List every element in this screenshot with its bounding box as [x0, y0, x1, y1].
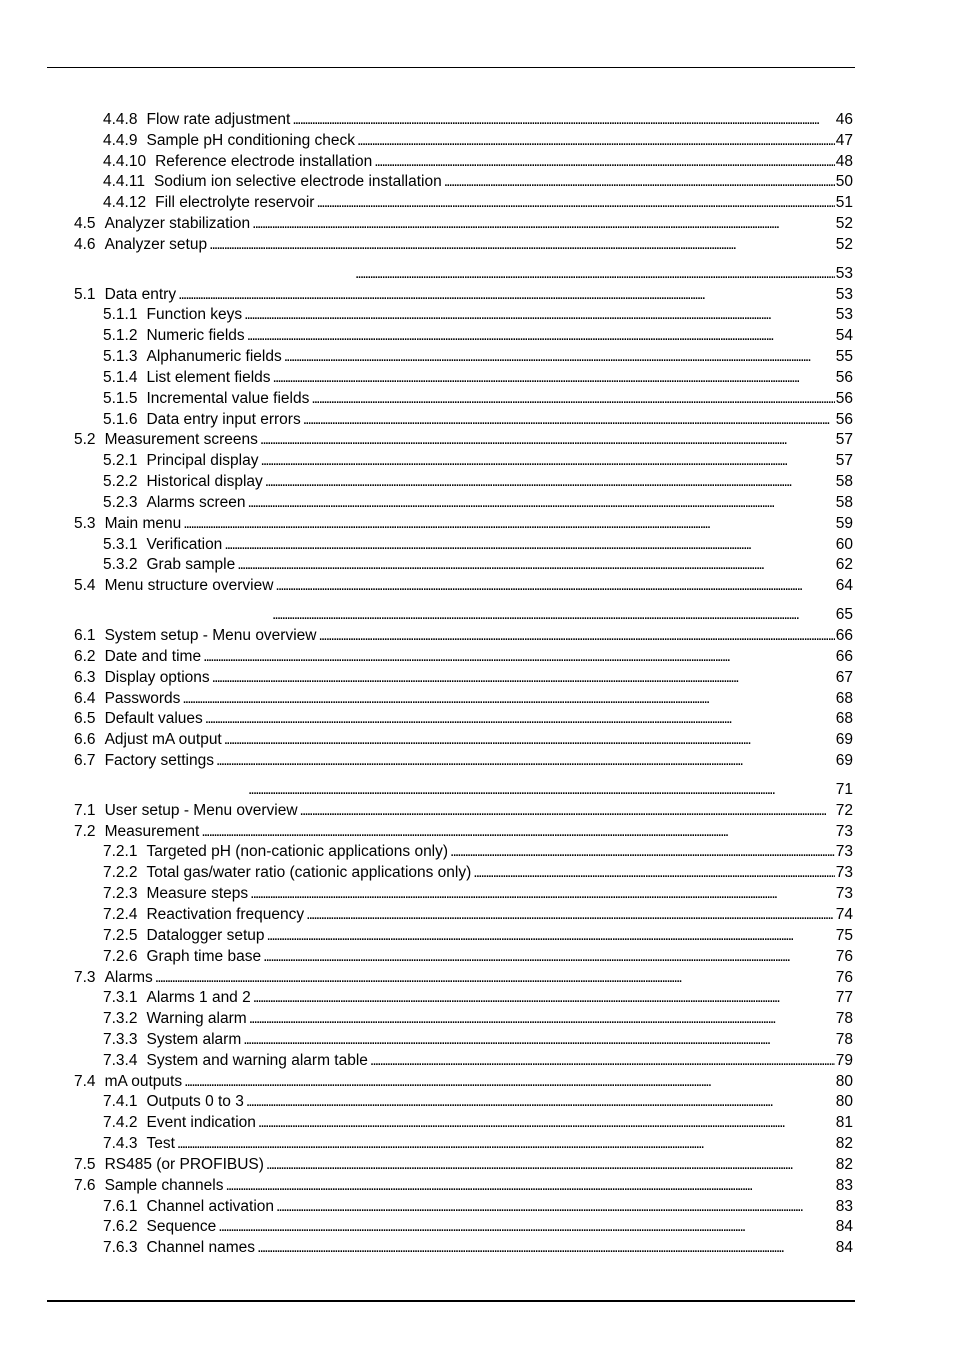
toc-entry-number: 6.7: [74, 752, 96, 769]
toc-entry-number: 7.6.2: [103, 1218, 138, 1235]
toc-entry-title: Measurement: [104, 823, 200, 840]
toc-entry-number: 7.2.2: [103, 864, 138, 881]
toc-entry-number: 7.2.6: [103, 948, 138, 965]
toc-entry-page: 72: [835, 802, 853, 819]
toc-entry[interactable]: [74, 688, 853, 708]
toc-entry-page: 56: [835, 411, 853, 428]
dot-leader: [263, 948, 835, 966]
dot-leader: [218, 1218, 834, 1236]
toc-entry[interactable]: [103, 925, 853, 945]
toc-entry-page: 48: [835, 153, 853, 170]
dot-leader: [155, 969, 835, 987]
toc-entry-page: 82: [835, 1156, 853, 1173]
dot-leader: [216, 752, 835, 770]
toc-entry-number: 4.4.12: [103, 194, 147, 211]
dot-leader: [357, 132, 835, 150]
toc-entry[interactable]: [74, 234, 853, 254]
toc-entry-title: Data entry: [104, 286, 177, 303]
toc-entry-title: Adjust mA output: [104, 731, 222, 748]
toc-entry-number: 4.6: [74, 236, 96, 253]
toc-entry[interactable]: [74, 513, 853, 533]
toc-entry-page: 78: [835, 1031, 853, 1048]
toc-entry-title: Datalogger setup: [146, 927, 265, 944]
toc-entry-title: Data entry input errors: [146, 411, 301, 428]
toc-entry[interactable]: [103, 304, 853, 324]
toc-entry-title: System setup - Menu overview: [104, 627, 317, 644]
toc-entry-title: Targeted pH (non-cationic applications only): [146, 843, 449, 860]
toc-entry-title: Alphanumeric fields: [146, 348, 282, 365]
toc-entry-page: 65: [835, 606, 853, 623]
toc-entry-page: 74: [835, 906, 853, 923]
dot-leader: [311, 390, 834, 408]
toc-entry-number: 6.4: [74, 690, 96, 707]
toc-entry-number: 7.2.3: [103, 885, 138, 902]
toc-entry-number: 5.1.3: [103, 348, 138, 365]
toc-entry-title: Grab sample: [146, 556, 236, 573]
toc-entry[interactable]: [103, 946, 853, 966]
toc-entry-number: 5.1.5: [103, 390, 138, 407]
toc-entry[interactable]: [103, 346, 853, 366]
toc-entry-title: Measure steps: [146, 885, 249, 902]
toc-entry-page: 68: [835, 710, 853, 727]
dot-leader: [252, 215, 835, 233]
toc-entry-number: 7.3.3: [103, 1031, 138, 1048]
toc-entry-number: 7.5: [74, 1156, 96, 1173]
toc-entry-page: 60: [835, 536, 853, 553]
toc-entry-page: 46: [835, 111, 853, 128]
toc-entry-number: 7.4.3: [103, 1135, 138, 1152]
toc-entry-page: 59: [835, 515, 853, 532]
toc-entry-number: 6.2: [74, 648, 96, 665]
toc-entry[interactable]: [74, 646, 853, 666]
toc-entry-title: Measurement screens: [104, 431, 258, 448]
dot-leader: [224, 536, 834, 554]
toc-entry-page: 69: [835, 731, 853, 748]
toc-entry-number: 5.2: [74, 431, 96, 448]
toc-entry-page: 83: [835, 1177, 853, 1194]
toc-entry-page: 79: [835, 1052, 853, 1069]
toc-entry-page: 47: [835, 132, 853, 149]
dot-leader: [246, 1093, 835, 1111]
dot-leader: [284, 348, 835, 366]
toc-entry-number: 5.3.1: [103, 536, 138, 553]
toc-entry[interactable]: [270, 604, 853, 624]
toc-entry-number: 5.2.3: [103, 494, 138, 511]
toc-entry-title: Numeric fields: [146, 327, 245, 344]
toc-entry-page: 77: [835, 989, 853, 1006]
toc-entry-number: 4.4.10: [103, 153, 147, 170]
dot-leader: [184, 1073, 835, 1091]
toc-entry[interactable]: [103, 492, 853, 512]
dot-leader: [250, 885, 835, 903]
toc-entry-number: 7.3.4: [103, 1052, 138, 1069]
dot-leader: [248, 781, 835, 799]
toc-entry[interactable]: [103, 1008, 853, 1028]
toc-entry-title: Sample pH conditioning check: [146, 132, 355, 149]
toc-entry-title: Incremental value fields: [146, 390, 310, 407]
dot-leader: [225, 1177, 834, 1195]
dot-leader: [182, 690, 834, 708]
toc-entry[interactable]: [74, 1175, 853, 1195]
toc-entry[interactable]: [103, 1029, 853, 1049]
dot-leader: [183, 515, 835, 533]
toc-entry-number: 7.3.1: [103, 989, 138, 1006]
toc-entry-number: 4.4.9: [103, 132, 138, 149]
toc-entry-page: 52: [835, 236, 853, 253]
toc-entry-page: 50: [835, 173, 853, 190]
dot-leader: [212, 669, 835, 687]
toc-entry-title: Flow rate adjustment: [146, 111, 291, 128]
dot-leader: [249, 1010, 835, 1028]
toc-entry-title: Default values: [104, 710, 203, 727]
dot-leader: [266, 1156, 835, 1174]
toc-entry-page: 64: [835, 577, 853, 594]
toc-entry[interactable]: [353, 263, 853, 283]
toc-entry-title: Warning alarm: [146, 1010, 247, 1027]
toc-entry[interactable]: [103, 841, 853, 861]
toc-entry-number: 5.1.4: [103, 369, 138, 386]
toc-entry-page: 58: [835, 473, 853, 490]
toc-entry[interactable]: [74, 667, 853, 687]
toc-entry-page: 53: [835, 265, 853, 282]
toc-entry-number: 6.5: [74, 710, 96, 727]
toc-entry[interactable]: [103, 1091, 853, 1111]
toc-entry-title: Menu structure overview: [104, 577, 274, 594]
toc-entry-title: System alarm: [146, 1031, 242, 1048]
toc-entry-title: Sequence: [146, 1218, 217, 1235]
footer-rule: [47, 1300, 855, 1302]
toc-entry[interactable]: [103, 534, 853, 554]
toc-entry-page: 68: [835, 690, 853, 707]
toc-entry-title: System and warning alarm table: [146, 1052, 368, 1069]
dot-leader: [370, 1052, 835, 1070]
toc-entry-number: 5.1: [74, 286, 96, 303]
toc-entry-title: Passwords: [104, 690, 181, 707]
dot-leader: [267, 927, 835, 945]
toc-entry-number: 7.6.1: [103, 1198, 138, 1215]
toc-entry-title: Channel activation: [146, 1198, 275, 1215]
toc-entry[interactable]: [103, 1237, 853, 1257]
toc-entry-page: 57: [835, 431, 853, 448]
toc-entry[interactable]: [74, 800, 853, 820]
toc-entry-page: 76: [835, 948, 853, 965]
toc-entry-page: 80: [835, 1093, 853, 1110]
toc-entry-page: 67: [835, 669, 853, 686]
dot-leader: [318, 627, 834, 645]
toc-entry[interactable]: [103, 130, 853, 150]
toc-entry-title: Principal display: [146, 452, 259, 469]
toc-entry-title: Sodium ion selective electrode installation: [153, 173, 442, 190]
toc-entry-page: 53: [835, 286, 853, 303]
dot-leader: [273, 369, 835, 387]
toc-entry-page: 58: [835, 494, 853, 511]
toc-entry-title: RS485 (or PROFIBUS): [104, 1156, 264, 1173]
toc-entry-number: 7.1: [74, 802, 96, 819]
toc-entry-title: Function keys: [146, 306, 243, 323]
toc-entry[interactable]: [246, 779, 853, 799]
toc-entry-title: Reference electrode installation: [155, 153, 373, 170]
dot-leader: [177, 1135, 835, 1153]
dot-leader: [300, 802, 835, 820]
toc-entry-title: Total gas/water ratio (cationic applications only): [146, 864, 472, 881]
toc-entry-page: 66: [835, 627, 853, 644]
toc-entry-title: Alarms: [104, 969, 153, 986]
toc-entry[interactable]: [103, 109, 853, 129]
toc-entry-page: 84: [835, 1239, 853, 1256]
toc-entry-page: 55: [835, 348, 853, 365]
toc-entry[interactable]: [103, 554, 853, 574]
dot-leader: [306, 906, 835, 924]
toc-entry[interactable]: [74, 625, 853, 645]
toc-entry-page: 75: [835, 927, 853, 944]
toc-entry-page: 73: [835, 843, 853, 860]
toc-entry[interactable]: [74, 1071, 853, 1091]
toc-entry-page: 54: [835, 327, 853, 344]
toc-entry-title: Fill electrolyte reservoir: [155, 194, 315, 211]
dot-leader: [374, 153, 835, 171]
toc-entry-number: 5.1.1: [103, 306, 138, 323]
toc-entry-number: 5.3.2: [103, 556, 138, 573]
dot-leader: [247, 327, 835, 345]
toc-entry-title: Test: [146, 1135, 175, 1152]
toc-entry[interactable]: [74, 284, 853, 304]
toc-entry[interactable]: [103, 388, 853, 408]
toc-entry[interactable]: [103, 1216, 853, 1236]
toc-entry-number: 5.1.2: [103, 327, 138, 344]
toc-entry-number: 7.2.1: [103, 843, 138, 860]
toc-entry-title: Analyzer setup: [104, 236, 208, 253]
toc-entry-number: 4.4.11: [103, 173, 145, 190]
dot-leader: [253, 989, 835, 1007]
toc-entry-title: Sample channels: [104, 1177, 224, 1194]
toc-entry[interactable]: [103, 471, 853, 491]
toc-entry-title: Factory settings: [104, 752, 214, 769]
toc-entry-title: Event indication: [146, 1114, 256, 1131]
dot-leader: [275, 577, 834, 595]
toc-entry-title: mA outputs: [104, 1073, 183, 1090]
toc-entry-page: 56: [835, 390, 853, 407]
toc-entry-number: 5.2.1: [103, 452, 138, 469]
toc-entry-page: 78: [835, 1010, 853, 1027]
toc-entry[interactable]: [103, 325, 853, 345]
toc-entry-title: Analyzer stabilization: [104, 215, 251, 232]
toc-entry-page: 71: [835, 781, 853, 798]
toc-entry[interactable]: [103, 192, 853, 212]
toc-entry-number: 5.1.6: [103, 411, 138, 428]
toc-entry[interactable]: [74, 429, 853, 449]
dot-leader: [265, 473, 835, 491]
toc-entry[interactable]: [74, 750, 853, 770]
dot-leader: [237, 556, 835, 574]
toc-entry[interactable]: [103, 450, 853, 470]
dot-leader: [272, 606, 835, 624]
dot-leader: [244, 306, 835, 324]
toc-entry-page: 66: [835, 648, 853, 665]
dot-leader: [258, 1114, 835, 1132]
toc-entry-number: 7.3: [74, 969, 96, 986]
toc-entry-page: 73: [835, 864, 853, 881]
toc-entry-page: 84: [835, 1218, 853, 1235]
toc-entry-number: 6.6: [74, 731, 96, 748]
toc-entry-page: 73: [835, 885, 853, 902]
dot-leader: [473, 864, 834, 882]
toc-entry[interactable]: [74, 967, 853, 987]
toc-entry[interactable]: [74, 1154, 853, 1174]
dot-leader: [316, 194, 834, 212]
dot-leader: [205, 710, 835, 728]
toc-entry-title: Channel names: [146, 1239, 256, 1256]
toc-entry-title: Display options: [104, 669, 210, 686]
toc-entry[interactable]: [103, 1050, 853, 1070]
dot-leader: [260, 431, 835, 449]
toc-entry-title: Outputs 0 to 3: [146, 1093, 244, 1110]
toc-entry-number: 5.2.2: [103, 473, 138, 490]
dot-leader: [209, 236, 835, 254]
toc-entry-title: Historical display: [146, 473, 263, 490]
dot-leader: [224, 731, 835, 749]
toc-entry[interactable]: [74, 729, 853, 749]
toc-entry[interactable]: [103, 862, 853, 882]
toc-entry-title: Alarms screen: [146, 494, 246, 511]
dot-leader: [203, 648, 835, 666]
toc-entry[interactable]: [103, 904, 853, 924]
toc-entry-number: 4.4.8: [103, 111, 138, 128]
dot-leader: [303, 411, 835, 429]
toc-entry[interactable]: [103, 409, 853, 429]
toc-entry-number: 7.6.3: [103, 1239, 138, 1256]
toc-entry-number: 7.2.5: [103, 927, 138, 944]
toc-entry-title: List element fields: [146, 369, 271, 386]
toc-entry-page: 57: [835, 452, 853, 469]
toc-entry-number: 7.4.2: [103, 1114, 138, 1131]
toc-entry-number: 6.1: [74, 627, 96, 644]
toc-entry[interactable]: [103, 1112, 853, 1132]
toc-entry-number: 7.4: [74, 1073, 96, 1090]
toc-entry-number: 4.5: [74, 215, 96, 232]
dot-leader: [276, 1198, 835, 1216]
dot-leader: [257, 1239, 835, 1257]
toc-entry[interactable]: [103, 151, 853, 171]
dot-leader: [201, 823, 834, 841]
dot-leader: [292, 111, 834, 129]
toc-entry-page: 62: [835, 556, 853, 573]
toc-entry-title: Graph time base: [146, 948, 262, 965]
toc-entry-title: Date and time: [104, 648, 202, 665]
toc-entry-title: User setup - Menu overview: [104, 802, 298, 819]
toc-entry[interactable]: [103, 1196, 853, 1216]
toc-entry-title: Main menu: [104, 515, 182, 532]
toc-entry[interactable]: [103, 367, 853, 387]
dot-leader: [243, 1031, 835, 1049]
toc-entry[interactable]: [103, 1133, 853, 1153]
toc-entry-title: Reactivation frequency: [146, 906, 305, 923]
dot-leader: [260, 452, 834, 470]
toc-entry-number: 7.3.2: [103, 1010, 138, 1027]
toc-entry-page: 69: [835, 752, 853, 769]
toc-entry-page: 76: [835, 969, 853, 986]
toc-entry-number: 7.4.1: [103, 1093, 138, 1110]
toc-entry-number: 6.3: [74, 669, 96, 686]
dot-leader: [178, 286, 835, 304]
toc-entry-page: 81: [835, 1114, 853, 1131]
toc-entry-number: 5.3: [74, 515, 96, 532]
toc-entry-page: 52: [835, 215, 853, 232]
toc-entry[interactable]: [103, 987, 853, 1007]
toc-entry[interactable]: [74, 708, 853, 728]
dot-leader: [355, 265, 835, 283]
toc-entry-page: 80: [835, 1073, 853, 1090]
dot-leader: [444, 173, 835, 191]
dot-leader: [248, 494, 835, 512]
toc-entry[interactable]: [74, 575, 853, 595]
dot-leader: [450, 843, 835, 861]
toc-entry[interactable]: [103, 883, 853, 903]
toc-entry-number: 7.2.4: [103, 906, 138, 923]
toc-entry[interactable]: [74, 213, 853, 233]
toc-entry-title: Alarms 1 and 2: [146, 989, 251, 1006]
toc-entry-page: 73: [835, 823, 853, 840]
toc-entry-title: Verification: [146, 536, 223, 553]
toc-entry-page: 83: [835, 1198, 853, 1215]
toc-entry-page: 51: [835, 194, 853, 211]
toc-entry-number: 5.4: [74, 577, 96, 594]
toc-entry-page: 56: [835, 369, 853, 386]
toc-entry-page: 82: [835, 1135, 853, 1152]
toc-entry-number: 7.6: [74, 1177, 96, 1194]
toc-entry-page: 53: [835, 306, 853, 323]
toc-entry-number: 7.2: [74, 823, 96, 840]
toc-entry[interactable]: [74, 821, 853, 841]
toc-entry[interactable]: [103, 171, 853, 191]
